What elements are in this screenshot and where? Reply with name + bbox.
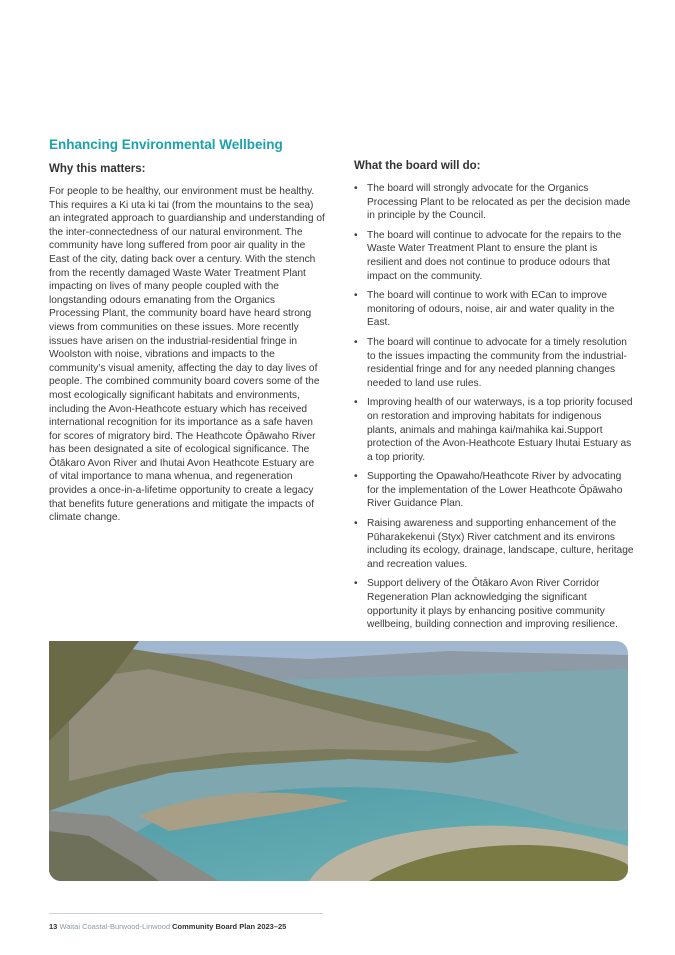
bullet-icon: •: [354, 290, 358, 302]
why-this-matters-paragraph: For people to be healthy, our environment must be healthy. This requires a Ki uta ki tai (from the mountains to the sea) an integrated approach to guardianship and understanding of the inter-connectedness of our natural environment. The community have long suffered from poor air quality in the East of the city, dating back over a century. With the stench from the recently damaged Waste Water Treatment Plant impacting on lives of many people coupled with the longstanding odours emanating from the Organics Processing Plant, the community board have heard strong views from communities on these issues. More recently issues have arisen on the industrial-residential fringe in Woolston with noise, vibrations and impacts to the community’s visual amenity, affecting the day to day lives of people. The combined community board covers some of the most ecologically significant habitats and environments, including the Avon-Heathcote estuary which has received international recognition for its importance as a safe haven for scores of migratory bird. The Heathcote Ōpāwaho River has been designated a site of ecological significance. The Ōtākaro Avon River and Ihutai Avon Heathcote Estuary are of vital importance to mana whenua, and regeneration provides a once-in-a-lifetime opportunity to create a legacy that benefits future generations and mitigate the impacts of climate change.: [49, 186, 325, 524]
estuary-illustration: [49, 641, 628, 881]
bullet-icon: •: [354, 518, 358, 530]
estuary-aerial-photo: [49, 641, 628, 881]
bullet-text: Support delivery of the Ōtākaro Avon River Corridor Regeneration Plan acknowledging the significant opportunity it plays by enhancing positive community wellbeing, building connection and improving resilience.: [367, 578, 618, 631]
list-item: [354, 470, 634, 511]
bullet-icon: •: [354, 578, 358, 590]
document-title: Community Board Plan 2023–25: [172, 922, 287, 931]
list-item: [354, 517, 634, 571]
list-item: [354, 289, 634, 330]
publisher-name: Waitai Coastal-Burwood-Linwood: [59, 922, 171, 931]
list-item: [354, 229, 634, 283]
why-this-matters-heading: Why this matters:: [49, 163, 146, 175]
bullet-icon: •: [354, 471, 358, 483]
bullet-text: The board will continue to work with ECan to improve monitoring of odours, noise, air and water quality in the East.: [367, 290, 615, 329]
list-item: [354, 396, 634, 464]
list-item: [354, 336, 634, 390]
board-actions-column: [354, 160, 634, 638]
bullet-text: Raising awareness and supporting enhancement of the Pūharakekenui (Styx) River catchment and its environs including its ecology, drainage, landscape, culture, heritage and recreation values.: [367, 518, 634, 570]
bullet-icon: •: [354, 397, 358, 409]
page-number: 13: [49, 922, 58, 931]
bullet-text: The board will strongly advocate for the Organics Processing Plant to be relocated as per the decision made in principle by the Council.: [367, 183, 631, 222]
bullet-text: The board will continue to advocate for a timely resolution to the issues impacting the community from the industrial-residential fringe and for any needed planning changes needed to land use rules.: [367, 336, 627, 389]
bullet-text: Improving health of our waterways, is a top priority focused on restoration and improving habitats for indigenous plants, animals and mahinga kai/mahika kai.Support protection of the Avon-Heathcote Estuary Ihutai Estuary as a top priority.: [367, 397, 633, 463]
why-this-matters-column: [49, 163, 325, 525]
list-item: [354, 182, 634, 223]
bullet-text: The board will continue to advocate for the repairs to the Waste Water Treatment Plant to ensure the plant is resilient and does not continue to produce odours that impact on the community.: [367, 229, 622, 282]
footer-divider: [49, 913, 323, 914]
board-actions-list: [354, 182, 634, 632]
page-footer: [49, 922, 286, 931]
bullet-text: Supporting the Opawaho/Heathcote River by advocating for the implementation of the Lower Heathcote Ōpāwaho River Guidance Plan.: [367, 471, 623, 510]
bullet-icon: •: [354, 336, 358, 348]
bullet-icon: •: [354, 183, 358, 194]
bullet-icon: •: [354, 229, 358, 241]
list-item: [354, 577, 634, 631]
board-actions-heading: What the board will do:: [354, 160, 481, 172]
section-title: Enhancing Environmental Wellbeing: [49, 137, 283, 152]
